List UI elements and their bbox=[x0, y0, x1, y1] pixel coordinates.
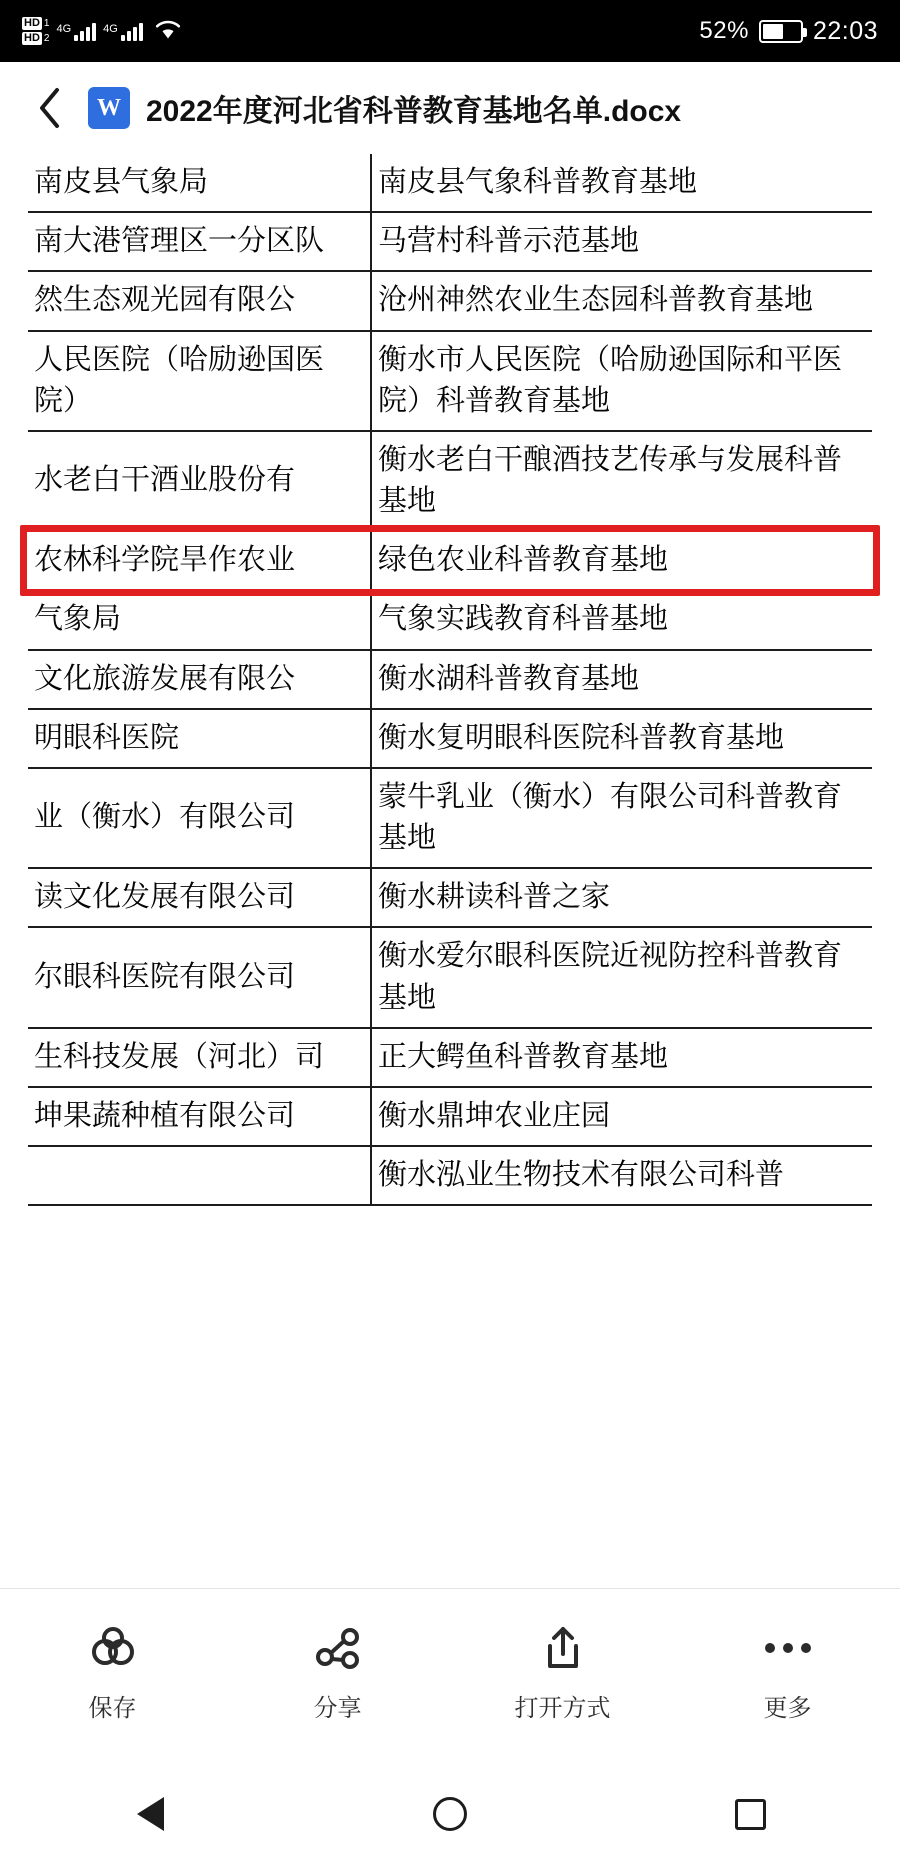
table-cell-org: 农林科学院旱作农业 bbox=[28, 531, 371, 590]
table-cell-org: 读文化发展有限公司 bbox=[28, 868, 371, 927]
table-cell-base: 蒙牛乳业（衡水）有限公司科普教育基地 bbox=[371, 768, 872, 868]
hd-badge-1: HD bbox=[24, 17, 40, 29]
table-cell-org: 气象局 bbox=[28, 590, 371, 649]
table-row bbox=[28, 868, 872, 927]
table-cell-base: 沧州神然农业生态园科普教育基地 bbox=[371, 271, 872, 330]
network-type-1: 4G bbox=[56, 23, 72, 35]
table-cell-org: 南皮县气象局 bbox=[28, 154, 371, 212]
table-cell-base: 正大鳄鱼科普教育基地 bbox=[371, 1028, 872, 1087]
nav-back-icon[interactable] bbox=[90, 1779, 210, 1849]
table-row bbox=[28, 768, 872, 868]
signal-bars-icon-1 bbox=[74, 21, 96, 41]
open-with-icon bbox=[541, 1624, 585, 1672]
table-row-highlighted bbox=[28, 531, 872, 590]
table-row bbox=[28, 271, 872, 330]
open-with-button[interactable] bbox=[450, 1624, 675, 1723]
save-icon bbox=[87, 1624, 139, 1672]
table-cell-base: 衡水老白干酿酒技艺传承与发展科普基地 bbox=[371, 431, 872, 531]
table-cell-org: 明眼科医院 bbox=[28, 709, 371, 768]
table-cell-org: 业（衡水）有限公司 bbox=[28, 768, 371, 868]
table-row bbox=[28, 1087, 872, 1146]
status-bar-left bbox=[22, 17, 182, 45]
page-title: 2022年度河北省科普教育基地名单.docx bbox=[146, 95, 682, 128]
battery-icon bbox=[759, 20, 803, 43]
table-cell-base: 衡水复明眼科医院科普教育基地 bbox=[371, 709, 872, 768]
sim-number-1: 1 bbox=[43, 18, 50, 29]
table-cell-org: 人民医院（哈励逊国医院） bbox=[28, 331, 371, 431]
status-bar-right bbox=[699, 17, 878, 46]
table-row-clipped bbox=[28, 1146, 872, 1205]
back-button[interactable] bbox=[24, 82, 76, 134]
table-row bbox=[28, 212, 872, 271]
sim1-hd-indicator bbox=[22, 17, 49, 30]
nav-home-icon[interactable] bbox=[390, 1779, 510, 1849]
signal-bars-icon-2 bbox=[121, 21, 143, 41]
status-bar-clock: 22:03 bbox=[812, 16, 878, 45]
document-table bbox=[28, 154, 872, 1206]
back-chevron-icon bbox=[37, 86, 63, 130]
table-row bbox=[28, 590, 872, 649]
share-label: 分享 bbox=[313, 1695, 362, 1722]
word-file-icon: W bbox=[88, 87, 130, 129]
table-cell-base: 衡水鼎坤农业庄园 bbox=[371, 1087, 872, 1146]
save-label: 保存 bbox=[88, 1695, 137, 1722]
table-row bbox=[28, 331, 872, 431]
battery-percent-label: 52% bbox=[699, 17, 749, 44]
table-cell-org: 南大港管理区一分区队 bbox=[28, 212, 371, 271]
signal-group-2 bbox=[103, 21, 143, 41]
system-navigation-bar bbox=[0, 1758, 900, 1870]
bottom-toolbar bbox=[0, 1588, 900, 1758]
status-bar bbox=[0, 0, 900, 62]
open-with-label: 打开方式 bbox=[514, 1695, 611, 1722]
table-cell-base: 衡水泓业生物技术有限公司科普 bbox=[371, 1146, 872, 1205]
table-cell-org: 尔眼科医院有限公司 bbox=[28, 927, 371, 1027]
table-cell-base: 绿色农业科普教育基地 bbox=[371, 531, 872, 590]
table-row bbox=[28, 650, 872, 709]
table-cell-base: 马营村科普示范基地 bbox=[371, 212, 872, 271]
table-cell-base: 衡水爱尔眼科医院近视防控科普教育基地 bbox=[371, 927, 872, 1027]
share-button[interactable] bbox=[225, 1624, 450, 1723]
app-header bbox=[0, 62, 900, 154]
wifi-icon bbox=[154, 18, 182, 45]
document-viewer[interactable] bbox=[0, 154, 900, 1588]
table-cell-org: 水老白干酒业股份有 bbox=[28, 431, 371, 531]
table-row bbox=[28, 154, 872, 212]
table-row bbox=[28, 709, 872, 768]
nav-recents-icon[interactable] bbox=[690, 1779, 810, 1849]
table-cell-base: 衡水市人民医院（哈励逊国际和平医院）科普教育基地 bbox=[371, 331, 872, 431]
signal-group-1 bbox=[56, 21, 96, 41]
network-type-2: 4G bbox=[103, 23, 118, 35]
dual-sim-indicator bbox=[22, 17, 49, 45]
table-cell-base: 衡水耕读科普之家 bbox=[371, 868, 872, 927]
table-cell-base: 衡水湖科普教育基地 bbox=[371, 650, 872, 709]
table-cell-org: 生科技发展（河北）司 bbox=[28, 1028, 371, 1087]
table-cell-org: 文化旅游发展有限公 bbox=[28, 650, 371, 709]
share-icon bbox=[313, 1624, 363, 1672]
save-button[interactable] bbox=[0, 1624, 225, 1723]
table-cell-base: 南皮县气象科普教育基地 bbox=[371, 154, 872, 212]
table-cell-org bbox=[28, 1146, 371, 1205]
table-cell-org: 坤果蔬种植有限公司 bbox=[28, 1087, 371, 1146]
content-fade-overlay bbox=[0, 1548, 900, 1588]
more-button[interactable] bbox=[675, 1624, 900, 1723]
more-label: 更多 bbox=[763, 1695, 812, 1722]
table-row bbox=[28, 1028, 872, 1087]
table-row bbox=[28, 431, 872, 531]
table-cell-base: 气象实践教育科普基地 bbox=[371, 590, 872, 649]
table-cell-org: 然生态观光园有限公 bbox=[28, 271, 371, 330]
sim-number-2: 2 bbox=[43, 33, 50, 44]
sim2-hd-indicator bbox=[22, 32, 49, 45]
more-icon bbox=[762, 1624, 814, 1672]
hd-badge-2: HD bbox=[24, 32, 40, 44]
table-row bbox=[28, 927, 872, 1027]
